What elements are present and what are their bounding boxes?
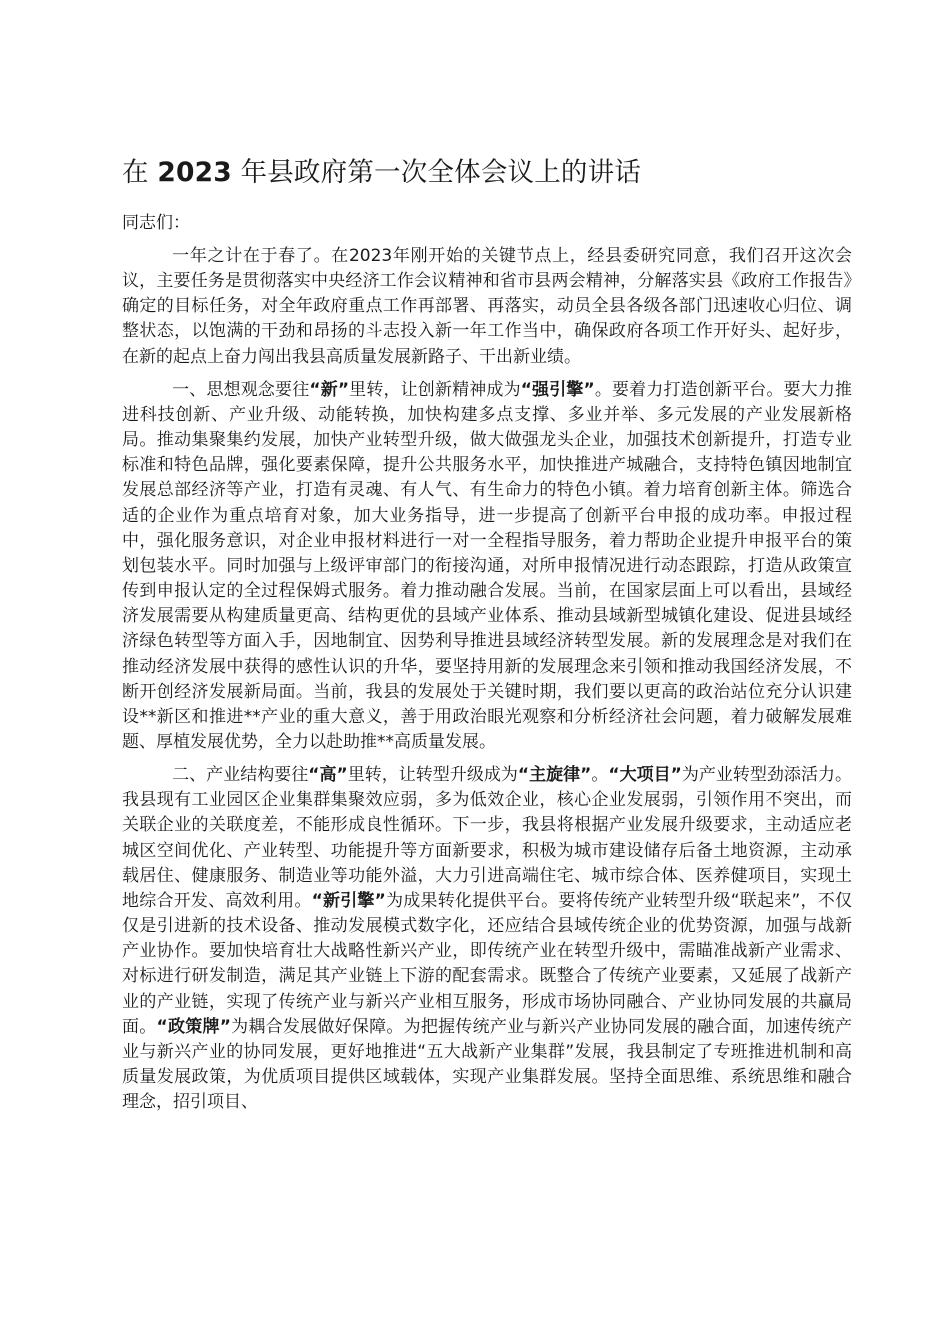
section-1-body: 要着力打造创新平台。要大力推进科技创新、产业升级、动能转换，加快构建多点支撑、多业并举、多元发展的产业发展新格局。推动集聚集约发展，加快产业转型升级，做大做强龙头企业，加强技术创新提升，打造专业标准和特色品牌，强化要素保障，提升公共服务水平，加快推进产城融合，支持特色镇因地制宜发展总部经济等产业，打造有灵魂、有人气、有生命力的特色小镇。着力培育创新主体。筛选合适的企业作为重点培育对象，加大业务指导，进一步提高了创新平台申报的成功率。申报过程中，强化服务意识，对企业申报材料进行一对一全程指导服务，着力帮助企业提升申报平台的策划包装水平。同时加强与上级评审部门的衔接沟通，对所申报情况进行动态跟踪，打造从政策宣传到申报认定的全过程保姆式服务。着力推动融合发展。当前，在国家层面上可以看出，县域经济发展需要从构建质量更高、结构更优的县域产业体系、推动县域新型城镇化建设、促进县域经济绿色转型等方面入手，因地制宜、因势利导推进县域经济转型发展。新的发展理念是对我们在推动经济发展中获得的感性认识的升华，要坚持用新的发展理念来引领和推动我国经济发展，不断开创经济发展新局面。当前，我县的发展处于关键时期，我们要以更高的政治站位充分认识建设**新区和推进**产业的重大意义，善于用政治眼光观察和分析经济社会问题，着力破解发展难题、厚植发展优势，全力以赴助推**高质量发展。 <box>122 379 853 752</box>
title-year: 2023 <box>157 157 232 188</box>
section-2-sub2-label: “新引擎” <box>311 890 386 911</box>
section-2-paragraph <box>122 763 852 1115</box>
document-page <box>122 150 852 1123</box>
section-1-heading: 一、思想观念要往“新”里转，让创新精神成为“强引擎”。 <box>172 379 613 400</box>
intro-paragraph: 一年之计在于春了。在2023年刚开始的关键节点上，经县委研究同意，我们召开这次会议，主要任务是贯彻落实中央经济工作会议精神和省市县两会精神，分解落实县《政府工作报告》确定的目标任务，对全年政府重点工作再部署、再落实，动员全县各级各部门迅速收心归位、调整状态，以饱满的干劲和昂扬的斗志投入新一年工作当中，确保政府各项工作开好头、起好步，在新的起点上奋力闯出我县高质量发展新路子、干出新业绩。 <box>122 246 852 367</box>
section-2-sub2-body: 为成果转化提供平台。要将传统产业转型升级“联起来”，不仅仅是引进新的技术设备、推动发展模式数字化，还应结合县域传统企业的优势资源，加强与战新产业协作。要加快培育壮大战略性新兴产业，即传统产业在转型升级中，需瞄准战新产业需求、对标进行研发制造，满足其产业链上下游的配套需求。既整合了传统产业要素，又延展了战新产业的产业链，实现了传统产业与新兴产业相互服务，形成市场协同融合、产业协同发展的共赢局面。 <box>122 890 852 1037</box>
title-prefix: 在 <box>122 157 149 188</box>
section-2-heading: 二、产业结构要往“高”里转，让转型升级成为“主旋律”。 <box>172 765 609 786</box>
salutation: 同志们： <box>122 213 190 233</box>
title-rest: 年县政府第一次全体会议上的讲话 <box>240 157 642 188</box>
section-2-sub1-body: 为产业转型劲添活力。我县现有工业园区企业集群集聚效应弱，多为低效企业，核心企业发展弱，引领作用不突出，而关联企业的关联度差，不能形成良性循环。下一步，我县将根据产业发展升级要求，主动适应老城区空间优化、产业转型、功能提升等方面新要求，积极为城市建设储存后备土地资源，主动承载居住、健康服务、制造业等功能外溢，大力引进高端住宅、城市综合体、医养健项目，实现土地综合开发、高效利用。 <box>122 765 852 911</box>
section-2-sub3-label: “政策牌” <box>156 1016 231 1037</box>
document-title <box>122 150 852 196</box>
section-2-sub3-body: 为耦合发展做好保障。为把握传统产业与新兴产业协同发展的融合面，加速传统产业与新兴产业的协同发展，更好地推进“五大战新产业集群”发展，我县制定了专班推进机制和高质量发展政策，为优质项目提供区域载体，实现产业集群发展。坚持全面思维、系统思维和融合理念，招引项目、 <box>122 1016 852 1113</box>
section-2-sub1-label: “大项目” <box>608 765 682 786</box>
section-1-paragraph <box>122 378 852 755</box>
